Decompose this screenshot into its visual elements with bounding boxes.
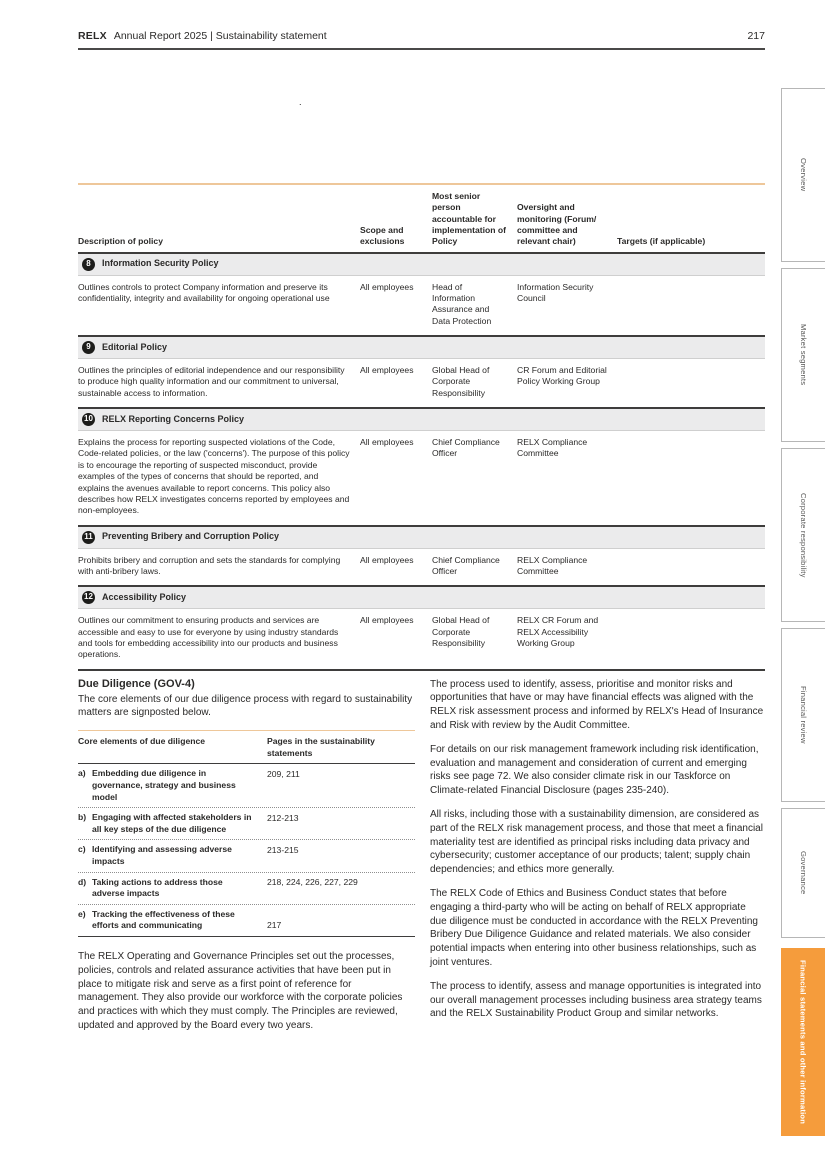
- sidebar-tab-governance[interactable]: [781, 808, 825, 938]
- page-number: 217: [747, 30, 765, 42]
- dd-row-label: Identifying and assessing adverse impacts: [92, 844, 232, 866]
- policy-oversight: CR Forum and Editorial Policy Working Group: [517, 365, 607, 387]
- policy-description: Outlines the principles of editorial independence and our responsibility to produce high quality information and our commitment to universal, sustainable access to information.: [78, 365, 345, 398]
- policy-description: Outlines our commitment to ensuring products and services are accessible and easy to use for everyone by using industry standards and tools for embedding accessibility into our products and business operations.: [78, 615, 339, 660]
- table-row: [78, 840, 415, 872]
- policy-targets: [617, 431, 765, 524]
- sidebar-tab-financial-statements-active[interactable]: [781, 948, 825, 1136]
- due-diligence-table: [78, 730, 415, 937]
- policy-table-header: [78, 185, 765, 252]
- table-row: [78, 276, 765, 335]
- policy-section-header: [78, 252, 765, 276]
- policy-section-title: RELX Reporting Concerns Policy: [102, 413, 245, 424]
- col-accountable: Most senior person accountable for implementation of Policy: [432, 191, 507, 247]
- policy-number-badge: 11: [82, 531, 95, 544]
- policy-oversight: Information Security Council: [517, 281, 594, 304]
- policy-section-header: [78, 407, 765, 431]
- table-row: [78, 609, 765, 668]
- sidebar-tab-label: Financial statements and other information: [798, 959, 808, 1125]
- policy-targets: [617, 609, 765, 668]
- policy-section-title: Editorial Policy: [102, 341, 168, 352]
- policy-oversight: RELX CR Forum and RELX Accessibility Working Group: [517, 615, 599, 648]
- dd-row-prefix: c): [78, 844, 86, 855]
- left-column: [78, 678, 415, 1033]
- policy-accountable: Global Head of Corporate Responsibility: [432, 365, 490, 398]
- sidebar-tab-label: Overview: [799, 158, 808, 192]
- policy-accountable: Chief Compliance Officer: [432, 554, 500, 576]
- policy-oversight: RELX Compliance Committee: [517, 437, 588, 459]
- policy-table: [78, 183, 765, 671]
- all-risks-paragraph: All risks, including those with a sustainability dimension, are considered as part of the RELX risk management process, and those that meet a financial materiality test are identified as principal risks including data privacy and cybersecurity; customer acceptance of our products; talent; supply chain dependencies; and ethics more generally.: [430, 808, 763, 876]
- dd-row-pages: 217: [267, 920, 282, 931]
- main-content: [78, 183, 765, 1033]
- principles-paragraph: The RELX Operating and Governance Principles set out the processes, policies, controls and related assurance activities that have been put in place to mitigate risk and serve as a first point of reference for management. They also provide our workforce with the corporate policies and practices with which they must comply. The Principles are reviewed, updated and approved by the Board every two years.: [78, 950, 403, 1031]
- dd-row-pages: 212-213: [267, 812, 299, 823]
- policy-targets: [617, 276, 765, 335]
- col-description: Description of policy: [78, 236, 163, 247]
- sidebar-tab-overview[interactable]: [781, 88, 825, 262]
- dd-row-prefix: d): [78, 876, 87, 887]
- code-of-ethics-paragraph: The RELX Code of Ethics and Business Conduct states that before engaging a third-party who will be acting on behalf of RELX appropriate due diligence must be conducted in accordance with the RELX Preventing Bribery Due Diligence Guidance and related materials. We also consider potential impacts when entering into other business relationships, such as joint ventures.: [430, 887, 758, 968]
- header-title: Annual Report 2025 | Sustainability statement: [113, 30, 327, 42]
- policy-description: Explains the process for reporting suspected violations of the Code, Code-related policies, or the law ('concerns'). The purpose of this policy is to encourage the reporting of suspected misconduct, provide examples of the types of concerns that should be reported, and explains the avenues available to report concerns. This policy also describes how RELX investigates concerns reported by employees and non-employees.: [78, 437, 350, 516]
- dd-row-prefix: a): [78, 768, 86, 779]
- due-diligence-heading: Due Diligence (GOV-4): [78, 677, 195, 690]
- right-column: [430, 678, 765, 1033]
- two-column-section: [78, 678, 765, 1033]
- policy-number-badge: 12: [82, 591, 95, 604]
- table-row: [78, 549, 765, 586]
- dd-row-pages: 209, 211: [267, 768, 300, 779]
- due-diligence-intro: The core elements of our due diligence process with regard to sustainability matters are signposted below.: [78, 693, 413, 719]
- col-scope: Scope and exclusions: [360, 225, 405, 247]
- dd-row-label: Tracking the effectiveness of these efforts and communicating: [92, 908, 235, 931]
- dd-row-pages: 218, 224, 226, 227, 229: [267, 877, 358, 888]
- policy-scope: All employees: [360, 437, 414, 448]
- risk-framework-paragraph: For details on our risk management framework including risk identification, evaluation and management and consideration of current and emerging risks see page 72. We also consider climate risk in our Taskforce on Climate-related Financial Disclosure (pages 235-240).: [430, 743, 759, 797]
- policy-section-title: Preventing Bribery and Corruption Policy: [102, 531, 280, 542]
- policy-number-badge: 10: [82, 413, 95, 426]
- table-row: [78, 431, 765, 524]
- page-header: [78, 30, 765, 50]
- table-row: [78, 873, 415, 905]
- policy-scope: All employees: [360, 281, 414, 292]
- policy-section-title: Accessibility Policy: [102, 591, 187, 602]
- dd-row-label: Engaging with affected stakeholders in all key steps of the due diligence: [92, 812, 252, 834]
- stray-dot: .: [299, 97, 302, 107]
- policy-description: Prohibits bribery and corruption and sets the standards for complying with anti-bribery laws.: [78, 554, 341, 576]
- sidebar-tab-financial-review[interactable]: [781, 628, 825, 802]
- policy-accountable: Global Head of Corporate Responsibility: [432, 615, 490, 648]
- policy-accountable: Head of Information Assurance and Data Protection: [432, 281, 492, 326]
- sidebar-tab-corporate-responsibility[interactable]: [781, 448, 825, 622]
- policy-section-header: [78, 585, 765, 609]
- col-oversight: Oversight and monitoring (Forum/ committee and relevant chair): [517, 202, 597, 247]
- policy-scope: All employees: [360, 365, 414, 376]
- policy-number-badge: 9: [82, 341, 95, 354]
- dd-row-label: Embedding due diligence in governance, strategy and business model: [92, 768, 236, 802]
- risk-process-paragraph: The process used to identify, assess, prioritise and monitor risks and opportunities that have or may have financial effects was aligned with the RELX risk assessment process and informed by RELX's Head of Insurance and Risk with review by the Audit Committee.: [430, 678, 764, 731]
- policy-number-badge: 8: [82, 258, 95, 271]
- sidebar-tab-label: Market segments: [799, 324, 808, 386]
- dd-row-pages: 213-215: [267, 844, 299, 855]
- policy-targets: [617, 549, 765, 586]
- policy-section-header: [78, 525, 765, 549]
- dd-col-pages: Pages in the sustainability statements: [267, 736, 375, 758]
- policy-oversight: RELX Compliance Committee: [517, 554, 588, 576]
- table-row: [78, 359, 765, 407]
- sidebar-tab-label: Financial review: [799, 686, 808, 744]
- policy-description: Outlines controls to protect Company information and preserve its confidentiality, integrity and availability for ongoing operational use: [78, 281, 330, 304]
- dd-col-elements: Core elements of due diligence: [78, 736, 206, 747]
- opportunities-paragraph: The process to identify, assess and manage opportunities is integrated into our overall management processes including business area strategy teams and the RELX Sustainability Product Group and similar networks.: [430, 980, 762, 1020]
- dd-row-prefix: b): [78, 812, 87, 823]
- policy-section-title: Information Security Policy: [102, 258, 219, 269]
- sidebar-tab-label: Governance: [799, 851, 808, 895]
- brand-logo: RELX: [78, 30, 107, 42]
- policy-scope: All employees: [360, 554, 414, 565]
- policy-section-header: [78, 335, 765, 359]
- table-row: [78, 905, 415, 937]
- dd-row-label: Taking actions to address those adverse impacts: [92, 876, 223, 899]
- table-row: [78, 764, 415, 808]
- sidebar-tab-label: Corporate responsibility: [799, 492, 808, 578]
- policy-accountable: Chief Compliance Officer: [432, 437, 500, 459]
- col-targets: Targets (if applicable): [617, 236, 706, 247]
- policy-targets: [617, 359, 765, 407]
- table-row: [78, 808, 415, 840]
- due-diligence-table-header: [78, 731, 415, 764]
- sidebar-tab-market-segments[interactable]: [781, 268, 825, 442]
- policy-scope: All employees: [360, 615, 414, 626]
- dd-row-prefix: e): [78, 908, 86, 919]
